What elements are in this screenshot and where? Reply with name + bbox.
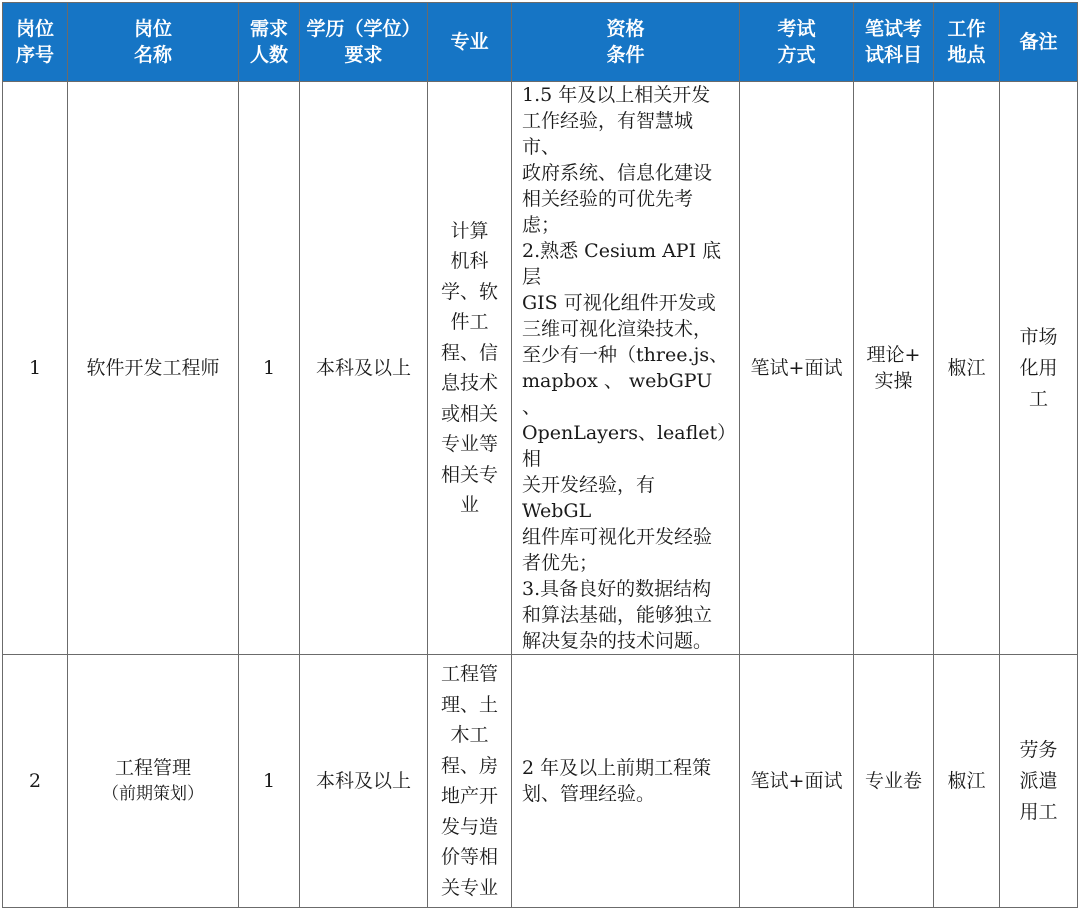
- cell-seq: 2: [3, 655, 68, 908]
- cell-count: 1: [239, 655, 300, 908]
- header-seq: 岗位 序号: [3, 3, 68, 82]
- cell-count: 1: [239, 82, 300, 655]
- cell-note: 劳务 派遣 用工: [1000, 655, 1078, 908]
- cell-major: 工程管 理、土 木工 程、房 地产开 发与造 价等相 关专业: [428, 655, 512, 908]
- cell-note: 市场 化用 工: [1000, 82, 1078, 655]
- cell-exam-method: 笔试+面试: [740, 82, 854, 655]
- cell-qualifications: 2 年及以上前期工程策 划、管理经验。: [512, 655, 740, 908]
- cell-major: 计算 机科 学、软 件工 程、信 息技术 或相关 专业等 相关专 业: [428, 82, 512, 655]
- table-row: [3, 655, 1078, 908]
- cell-location: 椒江: [934, 655, 1000, 908]
- header-count: 需求 人数: [239, 3, 300, 82]
- cell-education: 本科及以上: [300, 82, 428, 655]
- header-qualifications: 资格 条件: [512, 3, 740, 82]
- cell-seq: 1: [3, 82, 68, 655]
- cell-exam-method: 笔试+面试: [740, 655, 854, 908]
- header-location: 工作 地点: [934, 3, 1000, 82]
- header-note: 备注: [1000, 3, 1078, 82]
- cell-exam-subject: 专业卷: [854, 655, 934, 908]
- cell-title: 工程管理 （前期策划）: [68, 655, 239, 908]
- header-major: 专业: [428, 3, 512, 82]
- table-header-row: [3, 3, 1078, 82]
- cell-qualifications: 1.5 年及以上相关开发 工作经验，有智慧城市、 政府系统、信息化建设 相关经验的可优先考 虑； 2.熟悉 Cesium API 底层 GIS 可视化组件开发或 三维可视化渲染技术， 至少有一种（three.js、 mapbox 、 webGPU 、 OpenLayers、leaflet）相 关开发经验，有 WebGL 组件库可视化开发经验 者优先； 3.具备良好的数据结构 和算法基础，能够独立 解决复杂的技术问题。: [512, 82, 740, 655]
- job-positions-table: [2, 2, 1078, 908]
- header-title: 岗位 名称: [68, 3, 239, 82]
- cell-education: 本科及以上: [300, 655, 428, 908]
- cell-title: 软件开发工程师: [68, 82, 239, 655]
- cell-location: 椒江: [934, 82, 1000, 655]
- cell-exam-subject: 理论+ 实操: [854, 82, 934, 655]
- header-exam-subject: 笔试考 试科目: [854, 3, 934, 82]
- header-exam-method: 考试 方式: [740, 3, 854, 82]
- table-row: [3, 82, 1078, 655]
- header-education: 学历（学位） 要求: [300, 3, 428, 82]
